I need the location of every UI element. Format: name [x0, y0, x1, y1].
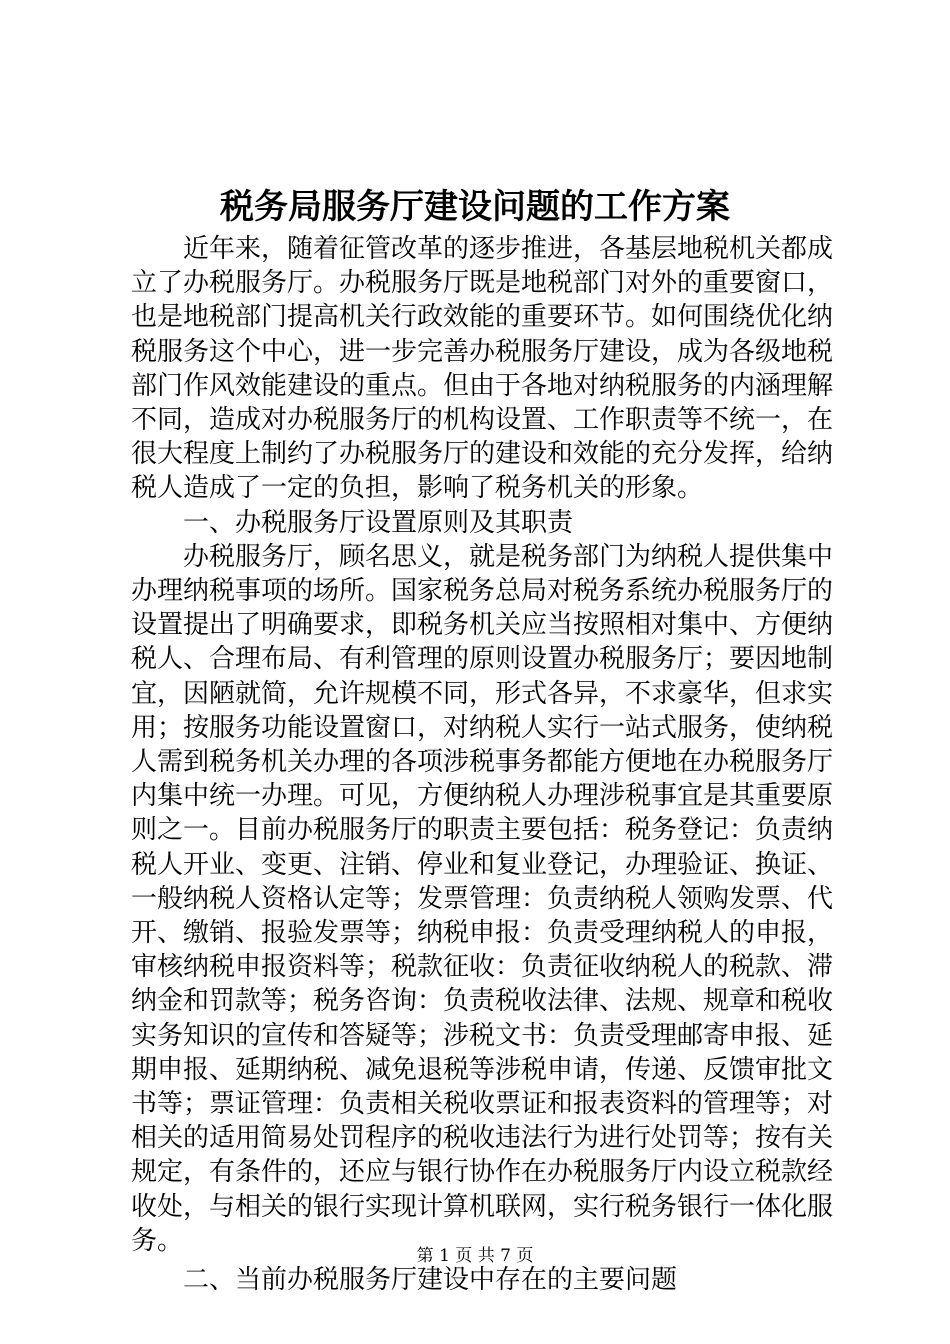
section-heading-1: 一、办税服务厅设置原则及其职责: [183, 507, 574, 538]
section-heading-2: 二、当前办税服务厅建设中存在的主要问题: [183, 1265, 678, 1296]
paragraph-intro: 近年来，随着征管改革的逐步推进，各基层地税机关都成立了办税服务厅。办税服务厅既是地税部门对外的重要窗口，也是地税部门提高机关行政效能的重要环节。如何围绕优化纳税服务这个中心，进一步完善办税服务厅建设，成为各级地税部门作风效能建设的重点。但由于各地对纳税服务的内涵理解不同，造成对办税服务厅的机构设置、工作职责等不统一，在很大程度上制约了办税服务厅的建设和效能的充分发挥，给纳税人造成了一定的负担，影响了税务机关的形象。: [131, 234, 834, 504]
paragraph-section-1: 办税服务厅，顾名思义，就是税务部门为纳税人提供集中办理纳税事项的场所。国家税务总局对税务系统办税服务厅的设置提出了明确要求，即税务机关应当按照相对集中、方便纳税人、合理布局、有利管理的原则设置办税服务厅；要因地制宜，因陋就简，允许规模不同，形式各异，不求豪华，但求实用；按服务功能设置窗口，对纳税人实行一站式服务，使纳税人需到税务机关办理的各项涉税事务都能方便地在办税服务厅内集中统一办理。可见，方便纳税人办理涉税事宜是其重要原则之一。目前办税服务厅的职责主要包括：税务登记：负责纳税人开业、变更、注销、停业和复业登记，办理验证、换证、一般纳税人资格认定等；发票管理：负责纳税人领购发票、代开、缴销、报验发票等；纳税申报：负责受理纳税人的申报，审核纳税申报资料等；税款征收：负责征收纳税人的税款、滞纳金和罚款等；税务咨询：负责税收法律、法规、规章和税收实务知识的宣传和答疑等；涉税文书：负责受理邮寄申报、延期申报、延期纳税、减免退税等涉税申请，传递、反馈审批文书等；票证管理：负责相关税收票证和报表资料的管理等；对相关的适用简易处罚程序的税收违法行为进行处罚等；按有关规定，有条件的，还应与银行协作在办税服务厅内设立税款经收处，与相关的银行实现计算机联网，实行税务银行一体化服务。: [131, 541, 834, 1256]
document-body: [131, 232, 833, 1297]
document-title: 税务局服务厅建设问题的工作方案: [220, 187, 730, 227]
page-number-footer: 第 1 页 共 7 页: [416, 1246, 534, 1266]
